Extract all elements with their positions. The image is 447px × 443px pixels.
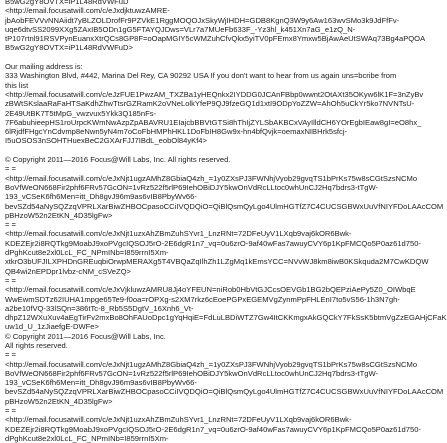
separator: = =	[5, 350, 16, 360]
blank-line	[5, 146, 395, 155]
tracking-link[interactable]: <http://email.focusatwill.com/c/eJxVjkluwzAMRU8Jj4oYFEUN=niRob0HbVtGJCcsOEVGb1BG2bQEPziAePy5Z0_OIWbqE	[5, 285, 416, 295]
text-line: I5uOSOS3nSOHTHuexBeC2GXArFJJ7IBdL_eobOl84yKf4>	[5, 136, 207, 146]
text-line: 6lRjdfFHgcYnCdvmp8eNwn5yN4m7oCoFbHMPhHKL1DoFbIH8Gw9x-hn4bfQvjk=oemaxNIBHrk5sfcj-	[5, 127, 348, 137]
copyright-notice: © Copyright 2011—2016 Focus@Will Labs, Inc. All rights reserved.	[5, 155, 231, 165]
text-line: a2be10fVQ-33lSQn=386tTc-8_Rb5S5DgtV_16Xnh6_Vt-	[5, 303, 194, 313]
separator: = =	[5, 406, 16, 416]
text-line: pBHzoW52n2EtKN_4D35lgFw>	[5, 210, 113, 220]
tracking-link[interactable]: <http://email.focusatwill.com/c/eJxNjt1ugzAMhZ8GbiaQ4zh_=1y0ZXsPJ3FWNhjVyob29gvqTS1bPrKs75w8sCGtSzsNCMo	[5, 359, 418, 369]
tracking-link[interactable]: <http://email.focusatwill.com/c/eJxNjt1ugzAMhZ8GbiaQ4zh_=1y0ZXsPJ3FWNhjVyob29gvqTS1bPrKs75w8sCGtSzsNCMo	[5, 173, 418, 183]
tracking-link[interactable]: <http://email.focusatwill.com/c/eJxNjt1uzxAhZBmZuhSYvr1_LnzRNt=72DFeUyV1LXqb9vaj6kOR6Bwk-	[5, 229, 352, 239]
text-line: dhpZ12WXuXuv4aEgTirFv2mxBo8OhFAUoDpc1gYqHqiE=FdLuLBDiWTZ7Gw4ItCKKmgxAkGQCkY7FkSsK5btmVgZzEGAHjCFaK	[5, 313, 447, 323]
text-line: tP107rtnl91RSVPynEuanxXtrQCs8GP8F=oOapMGIY5cWMZuhCfvQkx5yiTV0pFEmx8Ymxw5BjAwAeUtSWAq73Bg4aPQOA	[5, 34, 426, 44]
text-line: B5wG2gY8OVTX=iP1L48RdVWFuD	[5, 0, 129, 6]
text-line: this list	[5, 80, 29, 90]
text-line: 7F6abuhieepHS1roUrpcKWmNwAzpZpABAVRU1EIajcbBBVtGTSi8hThIjZYLSbAKBCxVAyIlldCH6YOrEgbIEaw8gI=eO8hx_	[5, 117, 422, 127]
text-line: bevSZd54aNySQZzqVPRLXarBiwZHBOCpasoCCiIVQDQiO=QiBlQsmQyLgo4UlmHGTfZ7C4CUCSGBWxUuVfNIYFDoLAAcCOM	[5, 201, 444, 211]
text-line: dPghKcut8e2xl0LcL_FC_NPmINb=I859rrnI5Xm-	[5, 433, 169, 443]
text-line: zBWtSKslaaRaFaHTSaKdhZhwTtsrGZRamK2oVNeLolkYfeP9QJ9fzeGQ1d1xtI9ODpYoZZW=AhOh5uCkYr5ko7NVNTsU-	[5, 99, 415, 109]
text-line: pBHzoW52n2EtKN_4D35lgFw>	[5, 396, 113, 406]
text-line: WwEwmSDTz62IUHA1mpge65Te9-f0oa=rOPXg-s2XM7rkz6cEoePGPxEGEMVgZynmPpFHLEnI7to5vS56-1h3N7gh-	[5, 294, 400, 304]
text-line: BoVfWeON668Fir2phf6FRv57GcON=1vRz522f5rlP69IehOBiDJY5kwOnVdRcLLtoc0whUnCJ2Hq7bdrs3-tTgW-	[5, 182, 379, 192]
text-line: All rights reserved.	[5, 340, 68, 350]
text-line: xtkrO3bUFJILXPHDnGREuqbiOrwpMERAXg5T4VBQaZqIlhZh1LZgMq1kEmsYCC=NVvWJ8km8iwB0KSkquda2M7CwKDQW	[5, 257, 429, 267]
text-line: dPghKcut8e2xl0LcL_FC_NPmINb=I859rrnI5Xm-	[5, 248, 169, 258]
blank-line	[5, 53, 395, 62]
mailing-address-label: Our mailing address is:	[5, 62, 83, 72]
text-line: B5wG2gY8OVTX=iP1L48RdVWFuD>	[5, 43, 133, 53]
mailing-address: 333 Washington Blvd, #442, Marina Del Rey, CA 90292 USA If you don't want to hear from us again uns=bcribe from	[5, 71, 397, 81]
tracking-link[interactable]: <http://email.focusatwill.com/c/eJxdjktuwzAMRE-	[5, 6, 170, 16]
text-line: 193_vCSeK6fh6Men=itt_Dh8gvJ96m9as6vIB8PbyWv66-	[5, 378, 197, 388]
separator: = =	[5, 164, 16, 174]
text-line: QB4wi2nEPDpr1lvbz-cNM_cSVeZQ>	[5, 266, 131, 276]
text-line: bevSZd54aNySQZzqVPRLXarBiwZHBOCpasoCCiIVQDQiO=QiBlQsmQyLgo4UlmHGTfZ7C4CUCSGBWxUuVfNIYFDoLAAcCOM	[5, 387, 444, 397]
copyright-notice: © Copyright 2011—2016 Focus@Will Labs, Inc.	[5, 331, 166, 341]
text-line: uw1d_U_1zJiaefgE-DWFe>	[5, 322, 99, 332]
text-line: jbAobFEVVvNNAiidt7yBLZOLDrofFr9PZVkE1RggMOQOJxSkyWjIHDH=GDB8KgnQ3W9y6Aw163wvSMo3k9JdFfFv-	[5, 15, 400, 25]
text-line: 2E49UtBK7T5tMpG_vwzvux5Ykk3Q185nFs-	[5, 108, 157, 118]
email-body	[5, 0, 447, 443]
tracking-link[interactable]: <http://email.focusatwill.com/c/eJzFUE1PwzAM_TXZBa1yHEQnkx2IYDDG0JCAnFBbp0wwnt2OtAXt35OKyw6lK1F=3nZyBv	[5, 89, 424, 99]
text-line: uqe6dtvSS2099XXg5ZAxIB5ODn1gG5FTAYQJDws=VLr7a7MUeFb633F_-Yz3hl_k451Xn7aG_e1zQ_N-	[5, 24, 356, 34]
text-line: 193_vCSeK6fh6Men=itt_Dh8gvJ96m9as6vIB8PbyWv66-	[5, 192, 197, 202]
separator: = =	[5, 220, 16, 230]
tracking-link[interactable]: <http://email.focusatwill.com/c/eJxNjt1uzxAhZBmZuhSYvr1_LnzRNt=72DFeUyV1LXqb9vaj6kOR6Bwk-	[5, 415, 352, 425]
text-line: KDEZEjr2i8RQTkg9MoabJ9xoPVgcIQSOJ5rO-2E6dgR1n7_vq=0u6zrO-9af40wFas7awuyCVY6p1KpFMCQo5P0az61d750-	[5, 424, 421, 434]
text-line: KDEZEjr2i8RQTkg9MoabJ9xoPVgcIQSOJ5rO-2E6dgR1n7_vq=0u6zrO-9af40wFas7awuyCVY6p1KpFMCQo5P0az61d750-	[5, 238, 421, 248]
text-line: BoVfWeON668Fir2phf6FRv57GcON=1vRz522f5rlP69IehOBiDJY5kwOnVdRcLLtoc0whUnCJ2Hq7bdrs3-tTgW-	[5, 368, 379, 378]
separator: = =	[5, 275, 16, 285]
